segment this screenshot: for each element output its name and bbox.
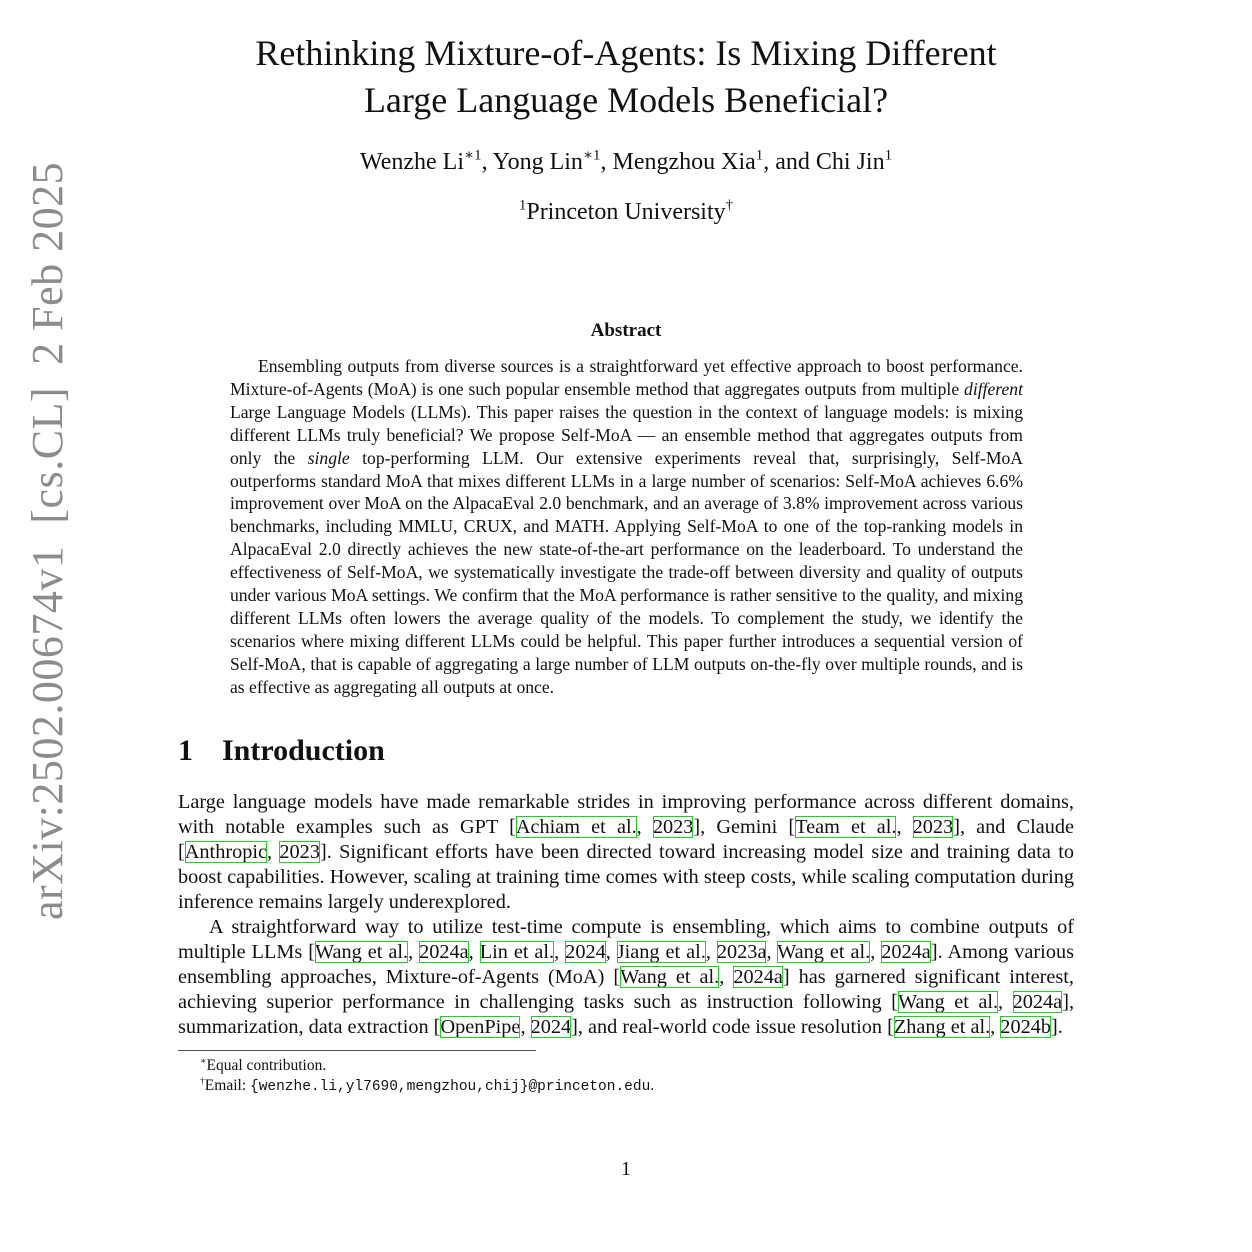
author-mark: 1: [755, 147, 764, 164]
abstract-text-2: Large Language Models (LLMs). This paper raises the question in the context of language models: is mixing different LLMs truly beneficial? We propose Self-MoA — an ensemble method that aggregates outputs from only the: [230, 401, 1023, 468]
paragraph-text: ,: [766, 941, 778, 963]
citation-link[interactable]: Lin et al.: [479, 941, 555, 963]
citation-link[interactable]: 2024a: [419, 941, 469, 963]
author-name: Mengzhou Xia: [612, 149, 756, 175]
citation-link[interactable]: 2024: [565, 941, 606, 963]
abstract-text-1: Ensembling outputs from diverse sources is a straightforward yet effective approach to boost performance. Mixture-of-Agents (MoA) is one such popular ensemble method that aggregates outputs from multiple: [230, 356, 1023, 399]
affiliation-name: Princeton University: [526, 199, 726, 225]
paragraph-text: A straightforward way to utilize test-time compute is ensembling, which aims to combine outputs of multiple LLMs [: [178, 916, 1074, 963]
citation-link[interactable]: 2024a: [881, 941, 931, 963]
author-separator: , and: [763, 149, 816, 175]
paragraph-text: ], and real-world code issue resolution [: [571, 1016, 894, 1038]
author-separator: ,: [600, 149, 613, 175]
paragraph-text: ], summarization, data extraction [: [178, 991, 1075, 1038]
paragraph-text: ,: [267, 841, 280, 863]
affiliation: [178, 196, 1074, 228]
abstract-text-3: top-performing LLM. Our extensive experiments reveal that, surprisingly, Self-MoA outperforms standard MoA that mixes different LLMs in a large number of scenarios: Self-MoA achieves 6.6% improvement over MoA on the AlpacaEval 2.0 benchmark, and an average of 3.8% improvement across various benchmarks, including MMLU, CRUX, and MATH. Applying Self-MoA to one of the top-ranking models in AlpacaEval 2.0 directly achieves the new state-of-the-art performance on the leaderboard. To understand the effectiveness of Self-MoA, we systematically investigate the trade-off between diversity and quality of outputs under various MoA settings. We confirm that the MoA performance is rather sensitive to the quality, and mixing different LLMs often lowers the average quality of the models. To complement the study, we identify the scenarios where mixing different LLMs could be helpful. This paper further introduces a sequential version of Self-MoA, that is capable of aggregating a large number of LLM outputs on-the-fly over multiple rounds, and is as effective as aggregating all outputs at once.: [230, 447, 1023, 697]
footnote-end: .: [650, 1077, 655, 1094]
citation-link[interactable]: Anthropic: [184, 841, 267, 863]
paragraph-text: Large language models have made remarkable strides in improving performance across different domains, with notable examples such as GPT [: [178, 791, 1074, 838]
author-list: [178, 146, 1074, 178]
citation-link[interactable]: Zhang et al.: [893, 1016, 991, 1038]
footnote-mark: ∗: [200, 1055, 207, 1067]
section-title: Introduction: [222, 734, 385, 767]
paragraph-text: ]. Among various ensembling approaches, Mixture-of-Agents (MoA) [: [178, 941, 1074, 988]
paragraph-text: ,: [605, 941, 617, 963]
citation-link[interactable]: Wang et al.: [314, 941, 409, 963]
citation-link[interactable]: 2023: [912, 816, 954, 838]
paragraph-text: ]. Significant efforts have been directed toward increasing model size and training data to boost capabilities. However, scaling at training time comes with steep costs, while scaling computation during inference remains largely underexplored.: [178, 841, 1074, 913]
paper-title: [178, 30, 1074, 124]
footnote-text: Equal contribution.: [206, 1057, 327, 1074]
affiliation-mark: 1: [518, 197, 527, 214]
paragraph-text: ].: [1051, 1016, 1063, 1038]
title-line-2: Large Language Models Beneficial?: [363, 80, 889, 120]
abstract-emphasis-different: different: [964, 378, 1023, 399]
citation-link[interactable]: Wang et al.: [620, 966, 720, 988]
paragraph-text: ], and Claude [: [178, 816, 1075, 863]
author-name: Chi Jin: [815, 149, 885, 175]
citation-link[interactable]: 2024b: [1000, 1016, 1051, 1038]
author-name: Yong Lin: [492, 149, 583, 175]
arxiv-category: [cs.CL]: [23, 386, 72, 524]
title-line-1: Rethinking Mixture-of-Agents: Is Mixing Different: [255, 33, 997, 73]
abstract-body: [230, 355, 1023, 699]
arxiv-date: 2 Feb 2025: [23, 161, 72, 365]
author-separator: ,: [481, 149, 493, 175]
paragraph-text: ,: [719, 966, 734, 988]
citation-link[interactable]: Jiang et al.: [616, 941, 706, 963]
paragraph-text: ] has garnered significant interest, achieving superior performance in challenging tasks such as instruction following [: [178, 966, 1074, 1013]
paragraph-text: ,: [870, 941, 882, 963]
paragraph-text: ,: [896, 816, 913, 838]
author-mark: ∗1: [464, 147, 482, 164]
paragraph-text: ], Gemini [: [693, 816, 796, 838]
footnote-equal-contribution: [200, 1056, 326, 1076]
arxiv-id: arXiv:2502.00674v1: [23, 545, 72, 920]
section-heading: [178, 734, 385, 768]
section-number: 1: [178, 734, 193, 767]
author-name: Wenzhe Li: [359, 149, 464, 175]
citation-link[interactable]: 2024a: [1012, 991, 1063, 1013]
citation-link[interactable]: 2023: [652, 816, 694, 838]
email-address[interactable]: {wenzhe.li,yl7690,mengzhou,chij}@princeton.edu: [250, 1079, 651, 1095]
author-mark: ∗1: [582, 147, 601, 164]
page-number: 1: [621, 1158, 631, 1180]
paragraph-text: ,: [990, 1016, 1001, 1038]
citation-link[interactable]: OpenPipe: [440, 1016, 521, 1038]
footnote-rule: [178, 1050, 536, 1051]
footnote-mark: †: [200, 1075, 205, 1087]
intro-paragraph-1: [178, 790, 1074, 915]
arxiv-sidebar-stamp: [22, 161, 72, 920]
citation-link[interactable]: Team et al.: [795, 816, 897, 838]
paragraph-text: ,: [998, 991, 1013, 1013]
abstract-emphasis-single: single: [307, 447, 350, 468]
citation-link[interactable]: 2023: [279, 841, 320, 863]
author-mark: 1: [884, 147, 893, 164]
paragraph-text: ,: [554, 941, 566, 963]
paragraph-text: ,: [468, 941, 480, 963]
paragraph-text: ,: [408, 941, 420, 963]
citation-link[interactable]: Wang et al.: [777, 941, 871, 963]
citation-link[interactable]: Wang et al.: [897, 991, 999, 1013]
citation-link[interactable]: 2023a: [716, 941, 767, 963]
abstract-heading: Abstract: [590, 320, 662, 341]
affiliation-suffix: †: [725, 197, 734, 214]
footnote-email: [200, 1076, 654, 1097]
citation-link[interactable]: Achiam et al.: [515, 816, 637, 838]
intro-paragraph-2: [178, 915, 1074, 1040]
citation-link[interactable]: 2024a: [733, 966, 783, 988]
citation-link[interactable]: 2024: [530, 1016, 572, 1038]
paragraph-text: ,: [636, 816, 653, 838]
footnote-label: Email:: [204, 1077, 250, 1094]
paragraph-text: ,: [520, 1016, 531, 1038]
paragraph-text: ,: [705, 941, 717, 963]
